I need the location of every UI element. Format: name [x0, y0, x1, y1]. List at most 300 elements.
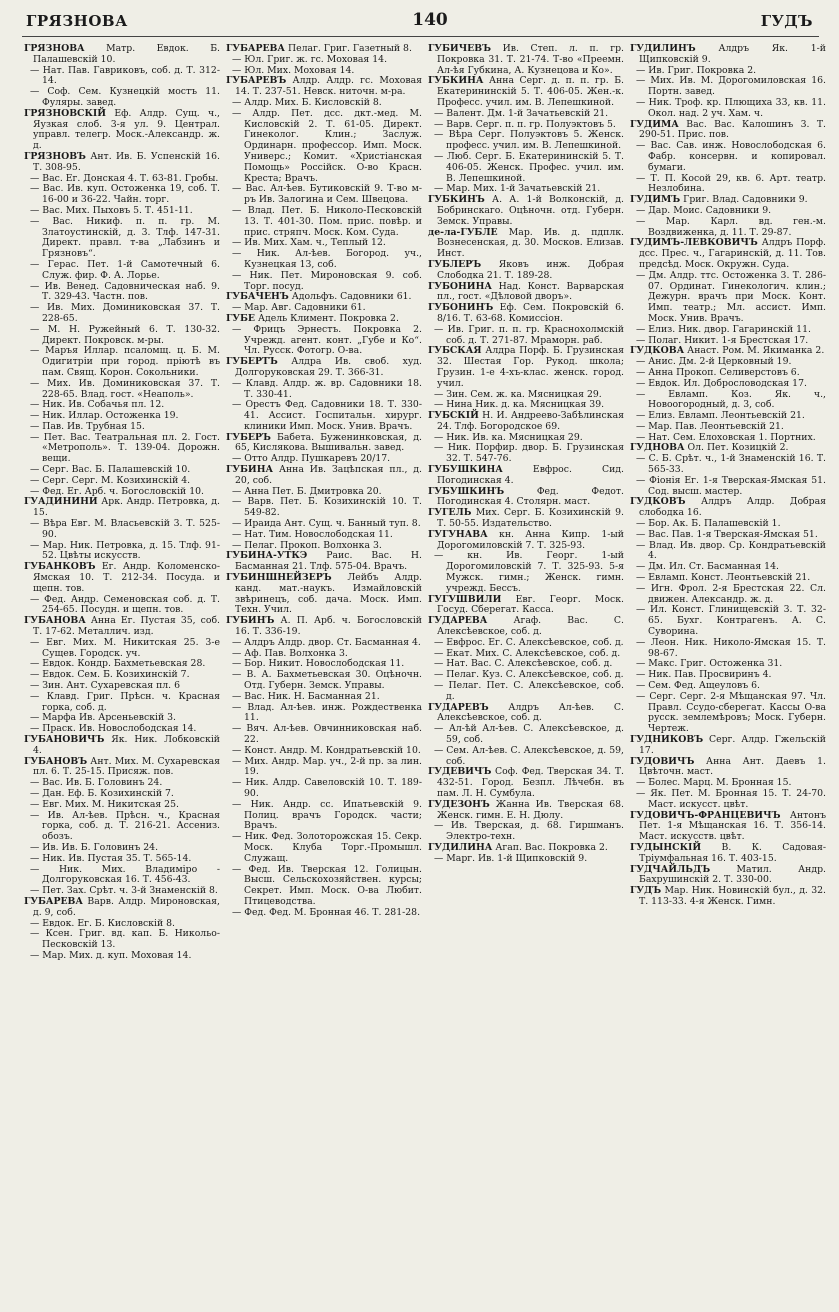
entry-text: — Зин. Ант. Сухаревская пл. 6	[30, 680, 181, 692]
directory-entry	[630, 584, 826, 606]
directory-entry	[24, 562, 220, 594]
entry-text: Алдра Ив. своб. худ. Долгоруковская 29. Т. 366-31.	[235, 356, 422, 378]
entry-text: — Вас. Сав. инж. Новослободская 6. Фабр. консервн. и копировал. бумаги.	[636, 140, 826, 173]
directory-entry	[226, 832, 422, 864]
entry-text: — Алдр. Мих. Б. Кисловскій 8.	[232, 96, 382, 108]
entry-text: — Мар. Карл. вд. ген.-м. Воздвиженка, д. 11. Т. 29-87.	[636, 215, 826, 238]
entry-text: — Фед. Ег. Арб. ч. Богословскій 10.	[30, 485, 204, 497]
entry-text: — Евдок. Сем. Б. Козихинскій 7.	[30, 669, 190, 681]
entry-text: Варв. Алдр. Мироновская, д. 9, соб.	[33, 895, 220, 918]
entry-surname: ГУГЕЛЬ	[428, 507, 472, 519]
entry-text: Агап. Вас. Покровка 2.	[492, 841, 608, 853]
directory-entry	[24, 757, 220, 779]
entry-text: — Фіонія Ег. 1-я Тверская-Ямская 51. Сод. высш. мастер.	[636, 474, 826, 497]
directory-entry	[226, 76, 422, 98]
entry-text: Н. И. Андреево-Забѣлинская 24. Тлф. Богородское 69.	[437, 410, 624, 432]
directory-entry	[428, 616, 624, 638]
directory-entry	[630, 605, 826, 637]
entry-text: — Вас. Пав. 1-я Тверская-Ямская 51.	[636, 528, 818, 540]
entry-surname: ГУБАНКОВЪ	[24, 561, 96, 573]
entry-text: — Ник. Иллар. Остоженка 19.	[30, 410, 179, 422]
entry-text: — Як. Пет. М. Бронная 15. Т. 24-70. Маст. искусст. цвѣт.	[636, 787, 826, 810]
column-3	[428, 44, 624, 1306]
entry-text: — Сем. Фед. Ащеуловъ 6.	[636, 680, 760, 692]
directory-entry	[226, 109, 422, 185]
entry-text: Ег. Андр. Коломенско-Ямская 10. Т. 212-34. Посуда. и щепн. тов.	[33, 561, 220, 594]
directory-entry	[226, 908, 422, 919]
entry-text: — Бор. Ак. Б. Палашевскій 1.	[636, 518, 781, 530]
entry-text: Лейбъ Алдр. канд. мат.-наукъ. Измайловскій звѣринецъ, соб. дача. Моск. Имп. Техн. Учил.	[235, 572, 422, 616]
entry-text: А. А. 1-й Волконскій, д. Бобринскаго. Оцѣночн. отд. Губерн. Земск. Управы.	[437, 194, 624, 227]
entry-surname: ГРЯЗНОВСКІЙ	[24, 107, 107, 119]
directory-entry	[630, 638, 826, 660]
entry-text: — Нина Ник. д. ка. Мясницкая 39.	[434, 399, 605, 411]
entry-text: — Мих. Ив. М. Дорогомиловская 16. Портн. завед.	[636, 75, 826, 98]
entry-surname: ГУДИЛИНА	[428, 841, 493, 853]
entry-text: кн. Анна Кипр. 1-ый Дорогомиловскій 7. Т. 325-93.	[437, 528, 624, 551]
entry-text: — Ник. Фед. Золоторожская 15. Секр. Моск. Клуба Торг.-Промышл. Служащ.	[232, 831, 422, 864]
directory-entry	[24, 217, 220, 260]
entry-surname: ГУБАРЕВЪ	[226, 75, 287, 87]
entry-text: — Ник. Пав. Просвиринъ 4.	[636, 669, 772, 681]
entry-text: — Вас. Ив. Б. Головинъ 24.	[30, 777, 163, 789]
entry-text: Анна Ант. Даевъ 1. Цвѣточн. маст.	[639, 755, 826, 778]
directory-entry	[226, 573, 422, 616]
directory-entry	[630, 98, 826, 120]
entry-surname: ГУДЪ	[630, 885, 662, 897]
entry-text: — Соф. Сем. Кузнецкій мостъ 11. Фуляры. завед.	[30, 86, 220, 108]
entry-text: Анна Серг. д. п. п. гр. Б. Екатерининскій 5. Т. 406-05. Жен.-к. Професс. учил. им. В. Лепешкиной.	[437, 75, 624, 108]
column-1	[24, 44, 220, 1306]
directory-entry	[428, 746, 624, 768]
entry-surname: ГУБКИНА	[428, 75, 484, 87]
entry-text: — Пав. Ив. Трубная 15.	[30, 420, 145, 432]
entry-text: — Алдръ Алдр. двор. Ст. Басманная 4.	[232, 636, 421, 648]
directory-entry	[428, 681, 624, 703]
entry-text: Адель Климент. Покровка 2.	[255, 312, 399, 324]
entry-text: — Дм. Ил. Ст. Басманная 14.	[636, 561, 779, 573]
entry-text: — Нат. Сем. Елоховская 1. Портних.	[636, 431, 816, 443]
directory-entry	[630, 120, 826, 142]
directory-entry	[226, 206, 422, 238]
entry-text: Яковъ инж. Добрая Слободка 21. Т. 189-28.	[437, 258, 624, 281]
directory-entry	[226, 325, 422, 357]
page-number: 140	[412, 10, 448, 30]
entry-text: — Зин. Сем. ж. ка. Мясницкая 29.	[434, 388, 602, 400]
entry-text: Ол. Пет. Козицкій 2.	[684, 442, 789, 454]
directory-entry	[226, 670, 422, 692]
entry-text: — Аф. Пав. Волхонка 3.	[232, 647, 348, 659]
entry-text: — Герас. Пет. 1-й Самотечный 6. Служ. фир. Ф. А. Лорье.	[30, 258, 220, 281]
entry-text: А. П. Арб. ч. Богословскій 16. Т. 336-19.	[235, 615, 422, 638]
entry-surname: де-ла-ГУБЛЕ	[428, 226, 498, 238]
directory-entry	[428, 260, 624, 282]
entry-surname: ГУБОНИНЪ	[428, 302, 494, 314]
entry-text: Ив. Степ. л. п. гр. Покровка 31. Т. 21-74. Т-во «Преемн. Ал-ѣя Губкина, А. Кузнецова и Ко».	[437, 44, 624, 76]
entry-surname: ГУБАНОВА	[24, 615, 86, 627]
directory-entry	[226, 379, 422, 401]
directory-entry	[428, 465, 624, 487]
directory-entry	[24, 497, 220, 519]
entry-text: — Вас. Ив. куп. Остоженка 19, соб. Т. 16-00 и 36-22. Чайн. торг.	[30, 183, 220, 206]
entry-surname: ГУДЕЗОНЪ	[428, 798, 490, 810]
entry-text: — Ив. Ив. Б. Головинъ 24.	[30, 841, 159, 853]
entry-text: — Евг. Мих. М. Никитская 25. 3-е Сущев. Городск. уч.	[30, 636, 220, 659]
entry-text: — Пет. Вас. Театральная пл. 2. Гост. «Метрополь». Т. 139-04. Дорожн. вещи.	[30, 431, 220, 465]
entry-text: — Мар. Пав. Леонтьевскій 21.	[636, 420, 784, 432]
entry-text: — Полаг. Никит. 1-я Брестская 17.	[636, 334, 809, 346]
directory-entry	[24, 325, 220, 347]
entry-surname: ГУБИНА	[226, 464, 274, 476]
entry-surname: ГУАДИНИНИ	[24, 496, 98, 508]
entry-text: — Ник. Алдр. Савеловскій 10. Т. 189-90.	[232, 777, 422, 799]
directory-entry	[24, 929, 220, 951]
entry-text: — кн. Ив. Георг. 1-ый Дорогомиловскій 7. Т. 325-93. 5-я Мужск. гимн.; Женск. гимн. учрежд. Бессъ.	[434, 550, 624, 594]
directory-entry	[24, 811, 220, 843]
entry-text: — Ив. Григ. Покровка 2.	[636, 64, 757, 76]
entry-text: Агаф. Вас. С. Алексѣевское, соб. д.	[437, 615, 624, 638]
entry-text: — Мар. Авг. Садовники 61.	[232, 302, 366, 314]
directory-entry	[428, 282, 624, 304]
entry-text: Анна Ив. Зацѣпская пл., д. 20, соб.	[235, 464, 422, 486]
entry-surname: ГУБУШКИНЪ	[428, 485, 505, 497]
directory-entry	[630, 843, 826, 865]
entry-surname: ГРЯЗНОВА	[24, 44, 85, 54]
directory-entry	[226, 271, 422, 293]
entry-surname: ГУДАРЕВА	[428, 615, 488, 627]
entry-text: — Мар. Мих. 1-й Зачатьевскій 21.	[434, 183, 601, 195]
entry-text: — Ираида Ант. Сущ. ч. Банный туп. 8.	[232, 518, 421, 530]
entry-text: — Клавд. Алдр. ж. вр. Садовники 18. Т. 330-41.	[232, 377, 422, 400]
entry-text: Алдръ Ал-ѣев. С. Алексѣевское, соб. д.	[437, 701, 624, 724]
entry-surname: ГУБИНШНЕЙЗЕРЪ	[226, 572, 332, 584]
directory-entry	[24, 346, 220, 378]
directory-entry	[428, 44, 624, 76]
directory-entry	[630, 865, 826, 887]
directory-entry	[24, 303, 220, 325]
directory-entry	[428, 346, 624, 389]
directory-entry	[226, 357, 422, 379]
entry-text: — С. Б. Срѣт. ч., 1-й Знаменскій 16. Т. 565-33.	[636, 453, 826, 476]
entry-text: — Анна Пет. Б. Дмитровка 20.	[232, 485, 382, 497]
entry-text: — Пет. Зах. Срѣт. ч. 3-й Знаменскій 8.	[30, 885, 218, 897]
entry-text: — В. А. Бахметьевская 30. Оцѣночн. Отд. Губерн. Земск. Управы.	[232, 669, 422, 692]
entry-text: — Ив. Ал-ѣев. Прѣсн. ч., Красная горка, соб. д. Т. 216-21. Ассениз. обозъ.	[30, 809, 220, 843]
entry-text: — Елиз. Ник. двор. Гагаринскій 11.	[636, 323, 811, 335]
entry-surname: ГУБСКАЯ	[428, 345, 482, 357]
directory-entry	[226, 497, 422, 519]
directory-entry	[428, 303, 624, 325]
entry-text: — Влад. Ив. двор. Ср. Кондратьевскій 4.	[636, 539, 826, 562]
entry-text: Ант. Мих. М. Сухаревская пл. 6. Т. 25-15. Присяж. пов.	[33, 755, 220, 778]
entry-text: — Ал-ѣй Ал-ѣев. С. Алексѣевское, д. 59, соб.	[434, 723, 624, 745]
entry-surname: ГУГУШВИЛИ	[428, 593, 502, 605]
entry-text: — Екат. Мих. С. Алексѣевское, соб. д.	[434, 647, 621, 659]
directory-entry	[226, 616, 422, 638]
entry-text: — Люб. Серг. Б. Екатерининскій 5. Т. 406-05. Женск. Профес. учил. им. В. Лепешкиной.	[434, 150, 624, 184]
entry-surname: ГУДИМЪ	[630, 194, 681, 206]
header-left-word: ГРЯЗНОВА	[26, 12, 128, 30]
directory-entry	[24, 87, 220, 109]
entry-text: Мар. Ник. Новинскій бул., д. 32. Т. 113-33. 4-я Женск. Гимн.	[639, 885, 826, 907]
directory-entry	[226, 865, 422, 908]
directory-entry	[630, 789, 826, 811]
directory-entry	[226, 249, 422, 271]
directory-entry	[428, 130, 624, 152]
entry-text: Матр. Евдок. Б. Палашевскій 10.	[33, 44, 220, 65]
entry-text: — Ник. Пет. Мироновская 9. соб. Торг. посуд.	[232, 269, 422, 292]
entry-text: — Вас. Ал-ѣев. Бутиковскій 9. Т-во м-ръ Ив. Залогина и Сем. Швецова.	[232, 183, 422, 206]
entry-text: — Ив. Тверская, д. 68. Гиршманъ. Электро-техн.	[434, 820, 624, 843]
directory-entry	[24, 152, 220, 174]
directory-entry	[428, 821, 624, 843]
entry-surname: ГУДИЛИНЪ	[630, 44, 696, 54]
entry-text: — Ив. Мих. Доминиковская 37. Т. 228-65.	[30, 302, 220, 324]
directory-entry	[226, 551, 422, 573]
entry-text: Алдръ Як. 1-й Щипковскій 9.	[639, 44, 826, 65]
directory-entry	[630, 497, 826, 519]
entry-text: — Мар. Ник. Петровка, д. 15. Тлф. 91-52. Цвѣты искусств.	[30, 539, 220, 562]
entry-text: — Серг. Вас. Б. Палашевскій 10.	[30, 464, 191, 476]
directory-entry	[226, 778, 422, 800]
directory-entry	[428, 152, 624, 184]
entry-text: — Ник. Мих. Владиміро - Долгоруковская 16. Т. 456-43.	[30, 863, 220, 886]
directory-entry	[428, 325, 624, 347]
entry-text: — Елиз. Евламп. Леонтьевскій 21.	[636, 410, 805, 422]
entry-text: — Серг. Серг. 2-я Мѣщанская 97. Чл. Правл. Ссудо-сберегат. Кассы О-ва русск. землемѣровъ; Моск. Губерн. Чертеж.	[636, 690, 826, 735]
entry-text: — Валент. Дм. 1-й Зачатьевскій 21.	[434, 107, 609, 119]
directory-entry	[428, 508, 624, 530]
entry-text: — Ксен. Григ. вд. кап. Б. Никольо-Песковскій 13.	[30, 928, 220, 951]
entry-surname: ГУБАНОВЪ	[24, 755, 88, 767]
directory-entry	[24, 735, 220, 757]
entry-text: Еф. Алдр. Сущ. ч., Яузкая слоб. 3-я ул. 9. Централ. управл. телегр. Моск.-Александр. ж. д.	[33, 107, 220, 152]
entry-text: Як. Ник. Лобковскій 4.	[33, 734, 220, 756]
entry-text: — Болес. Марц. М. Бронная 15.	[636, 777, 792, 789]
entry-text: Антонъ Пет. 1-я Мѣщанская 16. Т. 356-14. Маст. искусств. цвѣт.	[639, 809, 826, 843]
directory-entry	[630, 541, 826, 563]
directory-entry	[428, 551, 624, 594]
directory-entry	[226, 800, 422, 832]
entry-text: — Ив. Григ. п. п. гр. Краснохолмскій соб. д. Т. 271-87. Мраморн. раб.	[434, 323, 624, 346]
entry-text: Соф. Фед. Тверская 34. Т. 432-51. Город. Безпл. Лѣчебн. въ пам. Л. Н. Сумбула.	[437, 766, 624, 799]
entry-text: В. К. Садовая-Тріумфальная 16. Т. 403-15.	[639, 841, 826, 864]
directory-entry	[630, 141, 826, 173]
directory-entry	[630, 811, 826, 843]
directory-entry	[428, 228, 624, 260]
entry-surname: ГУБКИНЪ	[428, 194, 485, 206]
entry-text: — Ник. Андр. сс. Ипатьевскій 9. Полиц. врачъ Городск. части; Врачъ.	[232, 798, 422, 832]
directory-entry	[24, 109, 220, 152]
entry-text: Над. Конст. Варварская пл., гост. «Дѣловой дворъ».	[437, 280, 624, 303]
entry-surname: ГУБАЧЕНЪ	[226, 291, 289, 303]
entry-text: — Вас. Ег. Донская 4. Т. 63-81. Гробы.	[30, 172, 219, 184]
entry-surname: ГУБЕ	[226, 312, 255, 324]
directory-entry	[24, 692, 220, 714]
entry-text: Пелаг. Григ. Газетный 8.	[285, 44, 412, 54]
entry-text: — Конст. Андр. М. Кондратьевскій 10.	[232, 744, 421, 756]
directory-entry	[24, 951, 220, 962]
entry-text: Фед. Федот. Погодинская 4. Столярн. маст.	[437, 485, 624, 508]
entry-text: — Марфа Ив. Арсеньевскій 3.	[30, 712, 176, 724]
entry-text: — Фед. Фед. М. Бронная 46. Т. 281-28.	[232, 906, 421, 918]
entry-surname: ГУДЫНСКІЙ	[630, 841, 702, 853]
directory-entry	[24, 519, 220, 541]
entry-text: — Бор. Никит. Новослободская 11.	[232, 658, 405, 670]
directory-entry	[24, 595, 220, 617]
entry-text: Бабета. Буженинковская, д. 65, Кисляковa. Вышивальн. завед.	[235, 431, 422, 454]
entry-text: — Юл. Григ. ж. гс. Моховая 14.	[232, 53, 388, 65]
entry-text: — Мих. Андр. Мар. уч., 2-й пр. за лин. 19.	[232, 755, 422, 778]
entry-text: — Нат. Пав. Гавриковъ, соб. д. Т. 312-14.	[30, 64, 220, 87]
directory-entry	[24, 44, 220, 66]
entry-text: — Вяч. Ал-ѣев. Овчинниковская наб. 22.	[232, 723, 422, 745]
entry-surname: ГУБСКІЙ	[428, 410, 479, 422]
entry-text: — Мар. Мих. д. куп. Моховая 14.	[30, 949, 192, 961]
entry-text: — Пелаг. Прокоп. Волхонка 3.	[232, 539, 382, 551]
entry-text: — Ник. Троф. кр. Плющиха 33, кв. 11. Окол. над. 2 уч. Хам. ч.	[636, 96, 826, 119]
directory-entry	[630, 886, 826, 908]
entry-surname: ГУДИМА	[630, 118, 679, 130]
entry-text: — Макс. Григ. Остоженка 31.	[636, 658, 783, 670]
directory-entry	[24, 541, 220, 563]
entry-text: — Евдок. Ил. Добрословодская 17.	[636, 377, 807, 389]
entry-text: — Сем. Ал-ѣев. С. Алексѣевское, д. 59, соб.	[434, 744, 624, 767]
entry-text: — Евг. Мих. М. Никитская 25.	[30, 798, 179, 810]
entry-text: — М. Н. Ружейный 6. Т. 130-32. Директ. Покровск. м-ры.	[30, 323, 220, 346]
entry-text: — Орестъ Фед. Садовники 18. Т. 330-41. Ассист. Госпитальн. хирург. клиники Имп. Моск. Унив. Врачъ.	[232, 399, 422, 432]
directory-entry	[428, 724, 624, 746]
entry-text: Мих. Серг. Б. Козихинскій 9. Т. 50-55. Издательство.	[437, 507, 624, 530]
entry-text: — Евдок. Кондр. Бахметьевская 28.	[30, 658, 206, 670]
entry-surname: ГУБОНИНА	[428, 280, 492, 292]
entry-text: — Леон. Ник. Николо-Ямская 15. Т. 98-67.	[636, 636, 826, 659]
entry-surname: ГУДКОВА	[630, 345, 685, 357]
entry-text: Жанна Ив. Тверская 68. Женск. гимн. Е. Н. Дюлу.	[437, 798, 624, 821]
column-4	[630, 44, 826, 1306]
entry-text: Ант. Ив. Б. Успенскій 16. Т. 308-95.	[33, 150, 220, 173]
entry-surname: ГУБИНЪ	[226, 615, 275, 627]
entry-text: — Вас. Мих. Пыховъ 5. Т. 451-11.	[30, 204, 193, 216]
directory-entry	[24, 282, 220, 304]
entry-text: — Нат. Вас. С. Алексѣевское, соб. д.	[434, 658, 613, 670]
directory-entry	[24, 433, 220, 465]
directory-entry	[24, 184, 220, 206]
directory-entry	[428, 703, 624, 725]
directory-entry	[428, 800, 624, 822]
entry-surname: ГУБЛЕРЪ	[428, 258, 482, 270]
entry-surname: ГУДНИКОВЪ	[630, 734, 704, 745]
directory-entry	[24, 638, 220, 660]
entry-text: — Ник. Ив. Пустая 35. Т. 565-14.	[30, 852, 192, 864]
directory-entry	[226, 757, 422, 779]
directory-entry	[630, 735, 826, 757]
entry-text: — Ив. Венед. Садовническая наб. 9. Т. 329-43. Частн. пов.	[30, 280, 220, 303]
entry-surname: ГУГУНАВА	[428, 528, 488, 540]
entry-text: — Ник. Ив. ка. Мясницкая 29.	[434, 431, 583, 443]
directory-entry	[630, 174, 826, 196]
entry-text: — Евламп. Коз. Як. ч., Новоогородный, д. 3, соб.	[636, 388, 826, 411]
directory-entry	[24, 379, 220, 401]
entry-text: Арк. Андр. Петровка, д. 15.	[33, 496, 220, 519]
entry-text: — Отто Алдр. Пушкаревъ 20/17.	[232, 453, 391, 465]
directory-entry	[226, 184, 422, 206]
entry-text: — Вѣра Серг. Полуэктовъ 5. Женск. професс. учил. им. В. Лепешкиной.	[434, 129, 624, 152]
entry-text: Алдра Порф. Б. Грузинская 32. Шестая Гор. Рукод. школа; Грузин. 1-е 4-хъ-клас. женск. город. учил.	[437, 345, 624, 389]
directory-entry	[428, 530, 624, 552]
directory-entry	[630, 757, 826, 779]
directory-entry	[226, 724, 422, 746]
entry-text: Григ. Влад. Садовники 9.	[680, 194, 808, 206]
entry-text: — Марг. Ив. 1-й Щипковскій 9.	[434, 852, 588, 864]
entry-text: — Дм. Алдр. ттс. Остоженка 3. Т. 286-07. Ординат. Гинекологич. клин.; Дежурн. врачъ при Моск. Конт. Имп. театр.; Мл. ассист. Имп. Моск. Унив. Врачъ.	[636, 269, 826, 324]
entry-text: — Праск. Ив. Новослободская 14.	[30, 723, 197, 735]
entry-surname: ГУДЕВИЧЪ	[428, 766, 492, 778]
entry-text: — Клавд. Григ. Прѣсн. ч. Красная горка, соб. д.	[30, 690, 220, 713]
entry-text: — Алдр. Пет. дсс. дкт.-мед. М. Кисловскій 2. Т. 61-05. Директ. Гинеколог. Клин.; Заслуж. Ординарн. профессор. Имп. Моск. Универс.; Комит. «Христіанская Помощь» Россійск. О-во Красн. Креста; Врачъ.	[232, 107, 422, 184]
entry-surname: ГУДКОВЪ	[630, 496, 686, 508]
entry-text: Алдръ Порф. дсс. Прес. ч., Гагаринскій, д. 11. Тов. предсѣд. Моск. Окружн. Суда.	[639, 237, 826, 270]
entry-text: — Евфрос. Ег. С. Алексѣевское, соб. д.	[434, 636, 624, 648]
directory-entry	[226, 465, 422, 487]
entry-surname: ГУДОВИЧЪ-ФРАНЦЕВИЧЪ	[630, 809, 781, 821]
entry-surname: ГУБАРЕВА	[226, 44, 285, 54]
entry-text: — Т. П. Косой 29, кв. 6. Арт. театр. Незлобина.	[636, 172, 826, 195]
entry-text: — Анис. Дм. 2-й Церковный 19.	[636, 356, 792, 368]
directory-entry	[630, 44, 826, 66]
entry-text: Адольфъ. Садовники 61.	[288, 291, 412, 303]
entry-text: — Игн. Фрол. 2-я Брестская 22. Сл. движен. Александр. ж. д.	[636, 582, 826, 605]
directory-entry	[24, 260, 220, 282]
page-header	[0, 10, 839, 34]
entry-text: Анаст. Ром. М. Якиманка 2.	[684, 345, 825, 357]
directory-entry	[630, 76, 826, 98]
directory-entry	[630, 238, 826, 270]
entry-text: Вас. Вас. Калошинъ 3. Т. 290-51. Прис. пов.	[639, 118, 826, 141]
entry-text: — Пелаг. Пет. С. Алексѣевское, соб. д.	[434, 680, 624, 702]
directory-entry	[630, 217, 826, 239]
entry-text: — Ник. Ив. Собачья пл. 12.	[30, 399, 165, 411]
entry-surname: ГУБАНОВИЧЪ	[24, 734, 105, 745]
entry-surname: ГУДИМЪ-ЛЕВКОВИЧЪ	[630, 237, 758, 249]
entry-surname: ГУБЕРЪ	[226, 431, 271, 443]
entry-surname: ГУДНОВА	[630, 442, 685, 454]
entry-text: — Фрицъ Эрнестъ. Покровка 2. Учрежд. агент. конт. „Губе и Ко“. Чл. Русск. Фотогр. О-ва.	[232, 323, 422, 357]
entry-text: — Пелаг. Куз. С. Алексѣевское, соб. д.	[434, 669, 624, 681]
directory-entry	[428, 443, 624, 465]
entry-surname: ГУБИНА-УТКЭ	[226, 550, 308, 562]
entry-text: Мар. Ив. д. пдплк. Вознесенская, д. 30. Москов. Елизав. Инст.	[437, 226, 624, 260]
entry-text: — Ил. Конст. Глинищевскій 3. Т. 32-65. Бухг. Контрагенъ. А. С. Суворина.	[636, 604, 826, 638]
directory-entry	[428, 411, 624, 433]
directory-entry	[428, 487, 624, 509]
directory-entry	[24, 865, 220, 887]
entry-text: — Мих. Ив. Доминиковская 37. Т. 228-65. Влад. гост. «Неаполь».	[30, 377, 220, 400]
entry-surname: ГУБИЧЕВЪ	[428, 44, 492, 54]
entry-text: — Юл. Мих. Моховая 14.	[232, 64, 355, 76]
entry-text: Еф. Сем. Покровскій 6. 8/16. Т. 63-68. Комиссіон.	[437, 302, 624, 324]
entry-surname: ГУБАРЕВА	[24, 895, 83, 907]
entry-text: — Вас. Ник. Н. Басманная 21.	[232, 690, 380, 702]
directory-entry	[428, 854, 624, 865]
directory-entry	[630, 454, 826, 476]
entry-text: Раис. Вас. Н. Басманная 21. Тлф. 575-04. Врачъ.	[235, 550, 422, 573]
entry-text: — Евламп. Конст. Леонтьевскій 21.	[636, 572, 811, 584]
entry-text: Серг. Алдр. Гжельскій 17.	[639, 734, 826, 756]
header-rule	[22, 36, 819, 37]
entry-text: — Анна Прокоп. Селиверстовъ 6.	[636, 366, 800, 378]
entry-text: — Нат. Тим. Новослободская 11.	[232, 528, 393, 540]
